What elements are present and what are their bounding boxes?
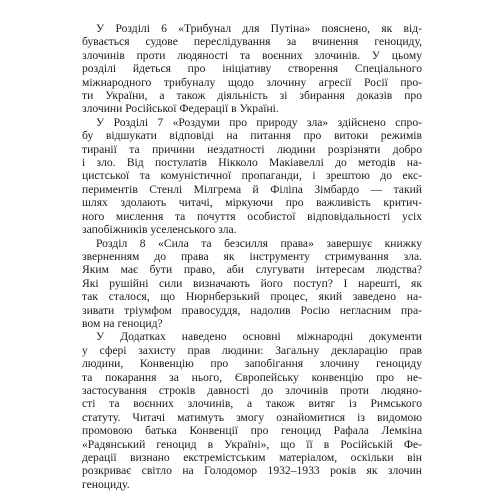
- text-line: людини, Конвенцію про запобігання злочину геноциду: [82, 357, 422, 371]
- text-line: вом на геноцид?: [82, 316, 163, 330]
- body-text: [82, 22, 422, 491]
- paragraph-3: [82, 237, 422, 331]
- text-line: промовою батька Конвенції про геноцид Рафала Лемкіна: [82, 424, 422, 438]
- text-line: тиранії та причини нездатності людини розрізняти добро: [82, 142, 422, 156]
- text-line: розкриває світло на Голодомор 1932–1933 років як злочин: [82, 464, 422, 478]
- text-line: розділі йдеться про ініціативу створення Спеціального: [82, 62, 422, 76]
- text-line: зивати тріумфом правосуддя, надолив Росію негласним пра-: [82, 303, 422, 317]
- text-line: застосування строків давності до злочинів проти людяно-: [82, 383, 422, 397]
- text-line: у сфері захисту прав людини: Загальну декларацію прав: [82, 343, 422, 357]
- text-line: бу відшукати відповіді на питання про витоки режимів: [82, 129, 422, 143]
- text-line: зверненням до права як інструменту стримування зла.: [82, 249, 422, 263]
- text-line: У Розділі 7 «Роздуми про природу зла» здійснено спро-: [96, 115, 422, 129]
- text-line: і зло. Від постулатів Нікколо Макіавеллі до методів на-: [82, 156, 422, 170]
- text-line: «Радянський геноцид в Україні», що її в Російській Фе-: [82, 437, 422, 451]
- text-line: геноциду.: [82, 477, 130, 491]
- text-line: Яким має бути право, аби слугувати інтересам людства?: [82, 263, 422, 277]
- text-line: та покарання за нього, Європейську конвенцію про не-: [82, 370, 422, 384]
- paragraph-2: [82, 116, 422, 237]
- text-line: У Додатках наведено основні міжнародні документи: [96, 330, 422, 344]
- text-line: злочинів проти людяності та воєнних злочинів. У цьому: [82, 48, 422, 62]
- text-line: цистської та комуністичної пропаганди, і зрештою до екс-: [82, 169, 422, 183]
- text-line: Розділ 8 «Сила та безсилля права» завершує книжку: [96, 236, 422, 250]
- text-line: шлях здолають читачі, міркуючи про важливість критич-: [82, 196, 422, 210]
- text-line: бувається судове переслідування за вчинення геноциду,: [82, 35, 422, 49]
- text-line: міжнародного трибуналу щодо злочину агресії Росії про-: [82, 75, 422, 89]
- text-line: статуту. Читачі матимуть змогу ознайомитися із видомою: [82, 410, 422, 424]
- text-line: так сталося, що Нюрнберзький процес, який заведено на-: [82, 290, 422, 304]
- text-line: У Розділі 6 «Трибунал для Путіна» пояснено, як від-: [96, 22, 422, 35]
- paragraph-1: [82, 22, 422, 116]
- text-line: дерації визнано екстремістським матеріалом, оскільки він: [82, 451, 422, 464]
- text-line: Які рушійні сили визначають його поступ? І нарешті, як: [82, 276, 422, 290]
- text-line: ного мислення та почуття особистої відповідальності усіх: [82, 209, 422, 223]
- text-line: периментів Стенлі Мілгрема й Філіпа Зімбардо — такий: [82, 182, 422, 196]
- text-line: сті та воєнних злочинів, а також витяг із Римського: [82, 397, 422, 411]
- text-line: ти України, а також діяльність зі збирання доказів про: [82, 89, 422, 103]
- text-line: запобіжників уселенського зла.: [82, 223, 237, 237]
- paragraph-4: [82, 330, 422, 491]
- text-line: злочини Російської Федерації в Україні.: [82, 102, 279, 116]
